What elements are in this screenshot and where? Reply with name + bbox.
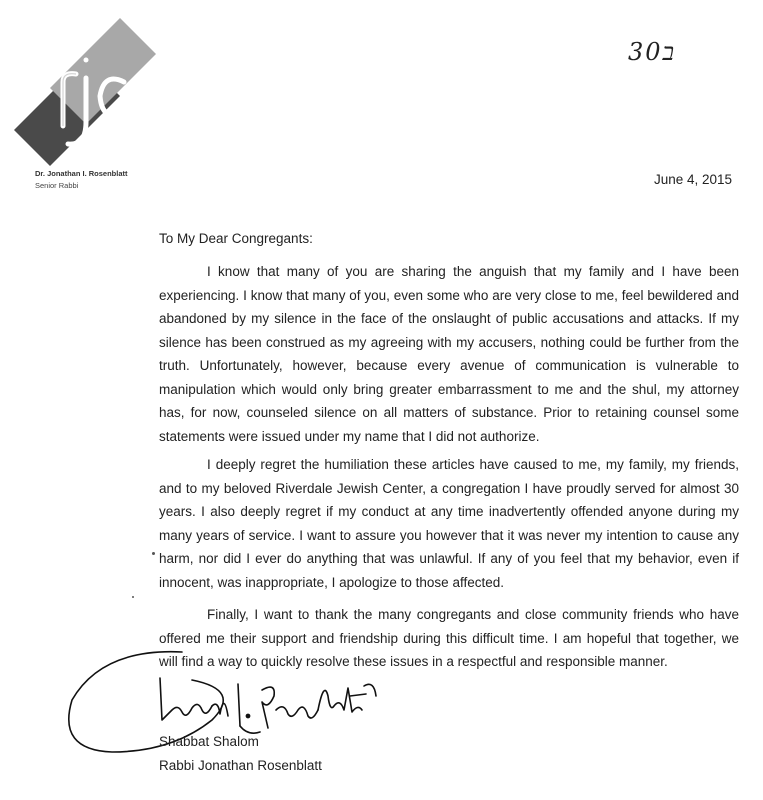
rjc-logo (14, 18, 156, 166)
paragraph-1-text: I know that many of you are sharing the anguish that my family and I have been experiencing. I know that many of you, even some who are very close to me, feel bewildered and abandoned by my silence in the face of the onslaught of public accusations and attacks. If my silence has been construed as my agreeing with my accusers, nothing could be further from the truth. Unfortunately, however, because every avenue of communication is vulnerable to manipulation which would only bring greater embarrassment to me and the shul, my attorney has, for now, counseled silence on all matters of substance. Prior to retaining counsel some statements were issued under my name that I did not authorize. (159, 264, 739, 444)
paragraph-2 (159, 453, 739, 594)
sender-name: Dr. Jonathan I. Rosenblatt (35, 169, 128, 178)
paragraph-3-text: Finally, I want to thank the many congregants and close community friends who have offered me their support and friendship during this difficult time. I am hopeful that together, we will find a way to quickly resolve these issues in a respectful and responsible manner. (159, 607, 739, 669)
scan-speck (132, 596, 134, 598)
handwritten-page-note: 30ב (628, 38, 677, 66)
sender-title: Senior Rabbi (35, 181, 79, 190)
closing: Shabbat Shalom (159, 734, 259, 749)
paragraph-2-text: I deeply regret the humiliation these articles have caused to me, my family, my friends, and to my beloved Riverdale Jewish Center, a congregation I have proudly served for almost 30 years. I also deeply regret if my conduct at any time inadvertently offended anyone during my many years of service. I want to assure you however that it was never my intention to cause any harm, nor did I ever do anything that was unlawful. If any of you feel that my behavior, even if innocent, was inappropriate, I apologize to those affected. (159, 457, 739, 590)
paragraph-1 (159, 260, 739, 448)
greeting: To My Dear Congregants: (159, 231, 313, 246)
signer-name: Rabbi Jonathan Rosenblatt (159, 758, 322, 773)
scan-speck (152, 552, 155, 555)
letter-date: June 4, 2015 (654, 172, 733, 187)
